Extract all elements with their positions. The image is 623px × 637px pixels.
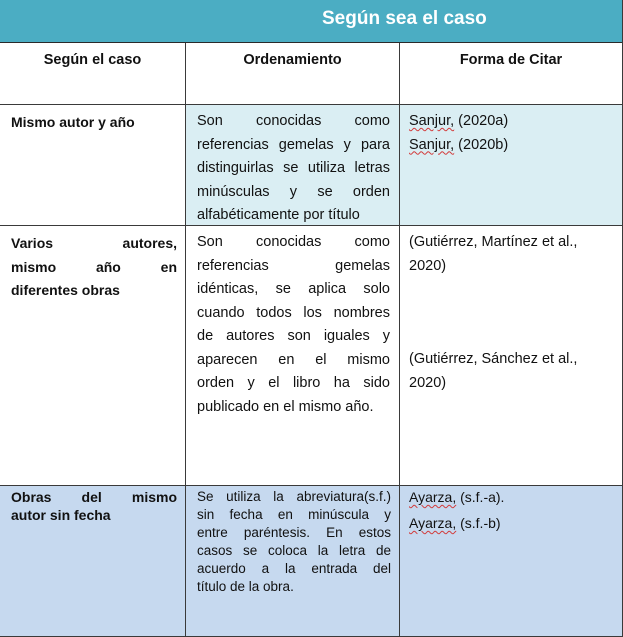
citation-gutierrez-martinez: (Gutiérrez, Martínez et al., 2020) — [409, 234, 578, 274]
row3-caso: Obras del mismo autor sin fecha — [0, 486, 186, 636]
citation-sanjur-a: Sanjur, (2020a) — [409, 113, 509, 129]
citation-ayarza-a: Ayarza, (s.f.-a). — [409, 489, 505, 505]
row1-forma-citar — [400, 105, 622, 226]
header-ordenamiento: Ordenamiento — [186, 43, 400, 105]
header-forma-citar: Forma de Citar — [400, 43, 622, 105]
row2-caso: Varios autores, mismo año en diferentes obras — [0, 226, 186, 486]
header-caso: Según el caso — [0, 43, 186, 105]
citation-sanjur-b: Sanjur, (2020b) — [409, 136, 509, 153]
row2-ordenamiento: Son conocidas como referencias gemelas idénticas, se aplica solo cuando todos los nombres de autores son iguales y aparecen en el mismo orden y el libro ha sido publicado en el mismo año. — [186, 226, 400, 486]
row1-ordenamiento: Son conocidas como referencias gemelas y para distinguirlas se utiliza letras minúsculas y se orden alfabéticamente por título — [186, 105, 400, 226]
citation-gutierrez-sanchez: (Gutiérrez, Sánchez et al., 2020) — [409, 351, 578, 391]
row2-forma-citar — [400, 226, 622, 486]
row3-forma-citar — [400, 486, 622, 636]
citation-ayarza-b: Ayarza, (s.f.-b) — [409, 515, 501, 531]
row1-caso: Mismo autor y año — [0, 105, 186, 226]
table-title: Según sea el caso — [322, 8, 487, 29]
row3-ordenamiento: Se utiliza la abreviatura(s.f.) sin fecha en minúscula y entre paréntesis. En estos casos se coloca la letra de acuerdo a la entrada del título de la obra. — [186, 486, 400, 636]
table-title-bar — [0, 0, 622, 43]
